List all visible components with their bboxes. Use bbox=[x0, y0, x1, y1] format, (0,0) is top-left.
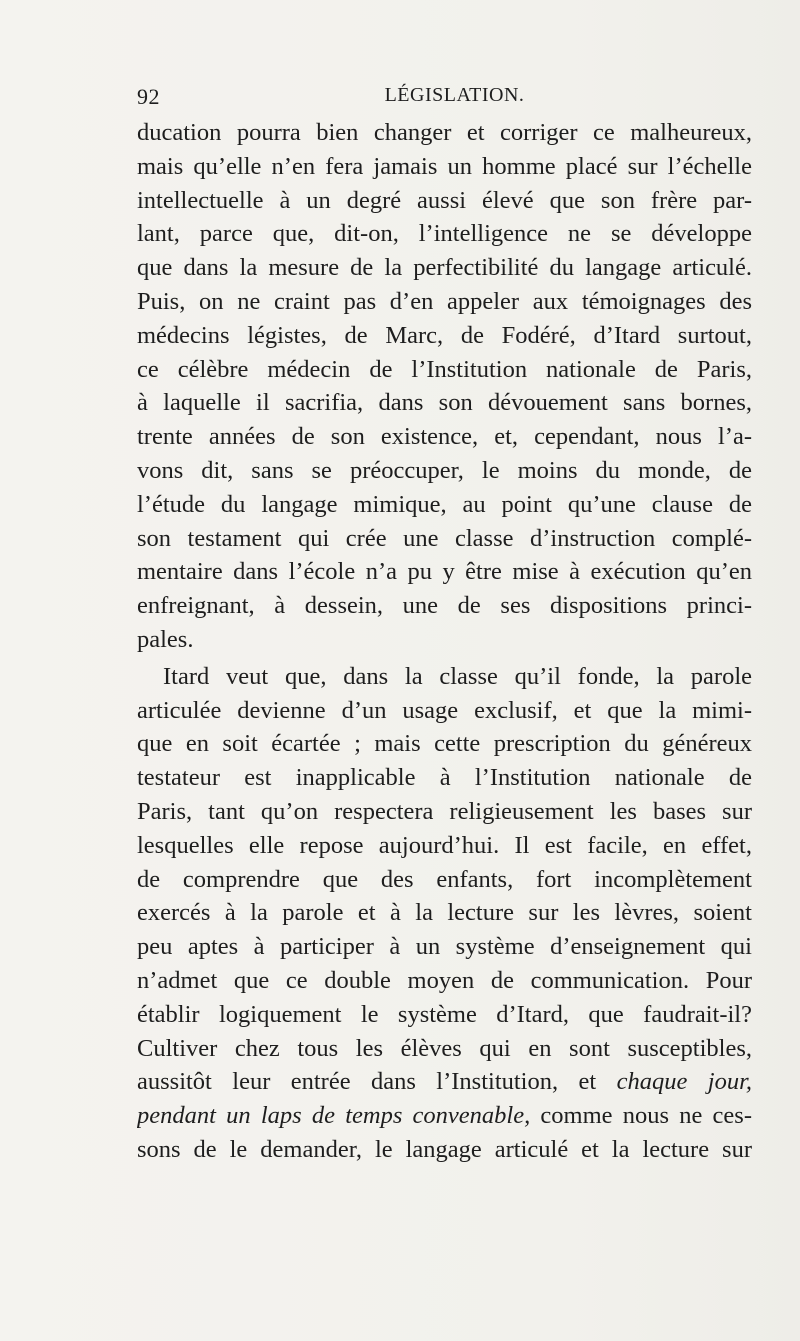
text-line: mentaire dans l’école n’a pu y être mise à exécution qu’en bbox=[137, 558, 752, 586]
text-line: lesquelles elle repose aujourd’hui. Il est facile, en effet, bbox=[137, 831, 752, 859]
text-line: testateur est inapplicable à l’Institution nationale de bbox=[137, 764, 752, 792]
text-line: trente années de son existence, et, cependant, nous l’a- bbox=[137, 423, 752, 451]
text-line: son testament qui crée une classe d’instruction complé- bbox=[137, 524, 752, 552]
text-line: pales. bbox=[137, 625, 194, 653]
page-header bbox=[137, 84, 752, 114]
text-segment: comme nous ne ces- bbox=[530, 1102, 752, 1130]
text-line: n’admet que ce double moyen de communication. Pour bbox=[137, 966, 752, 994]
text-line: établir logiquement le système d’Itard, que faudrait-il? bbox=[137, 1000, 752, 1028]
text-line: ducation pourra bien changer et corriger ce malheureux, bbox=[137, 119, 752, 146]
text-line: Puis, on ne craint pas d’en appeler aux témoignages des bbox=[137, 287, 752, 315]
text-line-mixed bbox=[137, 1065, 752, 1099]
body-text bbox=[137, 116, 752, 1167]
text-line: à laquelle il sacrifia, dans son dévouement sans bornes, bbox=[137, 389, 752, 417]
text-line: que dans la mesure de la perfectibilité du langage articulé. bbox=[137, 254, 752, 282]
running-head: LÉGISLATION. bbox=[384, 84, 525, 106]
page-number: 92 bbox=[137, 84, 160, 109]
text-line: lant, parce que, dit-on, l’intelligence ne se développe bbox=[137, 220, 752, 248]
text-line: articulée devienne d’un usage exclusif, et que la mimi- bbox=[137, 696, 752, 724]
text-line-mixed bbox=[137, 1099, 752, 1133]
text-line: Itard veut que, dans la classe qu’il fonde, la parole bbox=[163, 662, 752, 690]
text-line: ce célèbre médecin de l’Institution nationale de Paris, bbox=[137, 355, 752, 383]
text-line: mais qu’elle n’en fera jamais un homme placé sur l’échelle bbox=[137, 152, 752, 180]
text-segment: aussitôt leur entrée dans l’Institution, et bbox=[137, 1068, 617, 1096]
text-line: médecins légistes, de Marc, de Fodéré, d’Itard surtout, bbox=[137, 321, 752, 349]
text-line: peu aptes à participer à un système d’enseignement qui bbox=[137, 933, 752, 961]
text-line: de comprendre que des enfants, fort incomplètement bbox=[137, 865, 752, 893]
text-line: enfreignant, à dessein, une de ses dispositions princi- bbox=[137, 592, 752, 620]
italic-phrase: pendant un laps de temps convenable, bbox=[137, 1102, 531, 1130]
text-line: intellectuelle à un degré aussi élevé que son frère par- bbox=[137, 186, 752, 214]
text-line: que en soit écartée ; mais cette prescription du généreux bbox=[137, 730, 752, 758]
text-line: sons de le demander, le langage articulé et la lecture sur bbox=[137, 1135, 752, 1163]
text-line: l’étude du langage mimique, au point qu’une clause de bbox=[137, 490, 752, 518]
text-line: exercés à la parole et à la lecture sur les lèvres, soient bbox=[137, 899, 752, 927]
italic-phrase: chaque jour, bbox=[616, 1068, 752, 1096]
text-line: Paris, tant qu’on respectera religieusement les bases sur bbox=[137, 797, 752, 825]
text-line: vons dit, sans se préoccuper, le moins du monde, de bbox=[137, 456, 752, 484]
text-line: Cultiver chez tous les élèves qui en sont susceptibles, bbox=[137, 1034, 752, 1062]
